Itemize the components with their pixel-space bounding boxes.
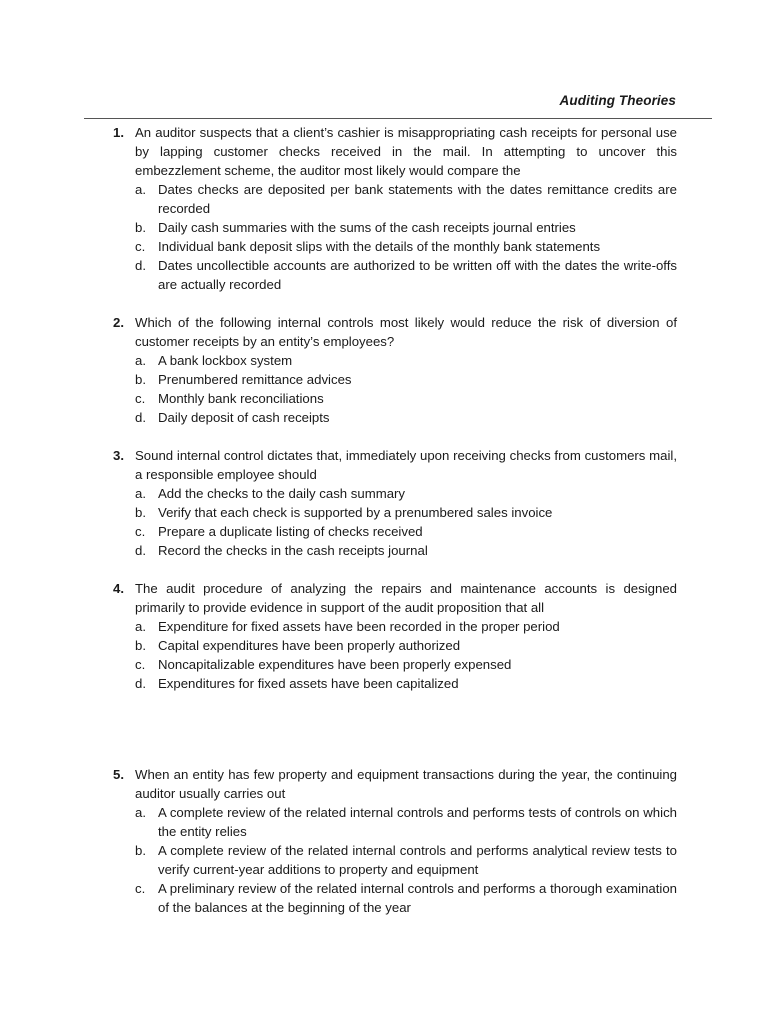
- option-text: Record the checks in the cash receipts journal: [158, 543, 428, 558]
- document-header-title: Auditing Theories: [559, 93, 676, 108]
- question-number: 3.: [113, 448, 124, 463]
- option-list: [135, 484, 677, 560]
- question-1: [110, 123, 677, 294]
- option-d: [135, 674, 677, 693]
- option-b: [135, 370, 677, 389]
- option-text: Daily cash summaries with the sums of the cash receipts journal entries: [158, 220, 576, 235]
- option-a: [135, 351, 677, 370]
- option-list: [135, 803, 677, 917]
- question-2: [110, 313, 677, 427]
- option-d: [135, 256, 677, 294]
- question-5: [110, 765, 677, 917]
- option-list: [135, 617, 677, 693]
- option-text: Prenumbered remittance advices: [158, 372, 352, 387]
- option-d: [135, 408, 677, 427]
- option-letter: d.: [135, 676, 146, 691]
- option-text: Verify that each check is supported by a prenumbered sales invoice: [158, 505, 553, 520]
- option-letter: b.: [135, 505, 146, 520]
- option-letter: d.: [135, 410, 146, 425]
- option-text: Prepare a duplicate listing of checks received: [158, 524, 423, 539]
- option-b: [135, 841, 677, 879]
- option-letter: c.: [135, 881, 146, 896]
- option-letter: d.: [135, 543, 146, 558]
- question-4: [110, 579, 677, 693]
- option-c: [135, 655, 677, 674]
- option-d: [135, 541, 677, 560]
- option-text: A complete review of the related internal controls and performs tests of controls on which the entity relies: [158, 805, 677, 839]
- question-text: An auditor suspects that a client’s cashier is misappropriating cash receipts for personal use by lapping customer checks received in the mail. In attempting to uncover this embezzlement scheme, the auditor most likely would compare the: [135, 125, 677, 178]
- header-divider: [84, 118, 712, 119]
- option-text: Daily deposit of cash receipts: [158, 410, 330, 425]
- option-a: [135, 484, 677, 503]
- option-a: [135, 180, 677, 218]
- option-letter: a.: [135, 353, 146, 368]
- option-letter: a.: [135, 619, 146, 634]
- option-text: Monthly bank reconciliations: [158, 391, 324, 406]
- option-letter: c.: [135, 239, 146, 254]
- question-text: When an entity has few property and equipment transactions during the year, the continuing auditor usually carries out: [135, 767, 677, 801]
- option-c: [135, 389, 677, 408]
- option-letter: a.: [135, 486, 146, 501]
- option-text: Dates checks are deposited per bank statements with the dates remittance credits are recorded: [158, 182, 677, 216]
- question-text: Which of the following internal controls most likely would reduce the risk of diversion of customer receipts by an entity’s employees?: [135, 315, 677, 349]
- option-list: [135, 180, 677, 294]
- option-c: [135, 879, 677, 917]
- option-text: Expenditures for fixed assets have been capitalized: [158, 676, 459, 691]
- option-a: [135, 803, 677, 841]
- option-text: Dates uncollectible accounts are authorized to be written off with the dates the write-offs are actually recorded: [158, 258, 677, 292]
- option-b: [135, 503, 677, 522]
- question-number: 2.: [113, 315, 124, 330]
- question-list: [110, 123, 677, 917]
- option-a: [135, 617, 677, 636]
- option-b: [135, 218, 677, 237]
- option-letter: b.: [135, 220, 146, 235]
- option-c: [135, 522, 677, 541]
- option-letter: b.: [135, 638, 146, 653]
- option-letter: c.: [135, 524, 146, 539]
- option-text: A complete review of the related internal controls and performs analytical review tests to verify current-year additions to property and equipment: [158, 843, 677, 877]
- option-text: Expenditure for fixed assets have been recorded in the proper period: [158, 619, 560, 634]
- option-letter: d.: [135, 258, 146, 273]
- option-letter: c.: [135, 391, 146, 406]
- option-letter: b.: [135, 843, 146, 858]
- question-text: The audit procedure of analyzing the repairs and maintenance accounts is designed primarily to provide evidence in support of the audit proposition that all: [135, 581, 677, 615]
- option-letter: a.: [135, 182, 146, 197]
- question-text: Sound internal control dictates that, immediately upon receiving checks from customers mail, a responsible employee should: [135, 448, 677, 482]
- option-text: Add the checks to the daily cash summary: [158, 486, 406, 501]
- option-list: [135, 351, 677, 427]
- option-text: Capital expenditures have been properly authorized: [158, 638, 461, 653]
- option-text: Individual bank deposit slips with the details of the monthly bank statements: [158, 239, 601, 254]
- question-number: 5.: [113, 767, 124, 782]
- option-letter: a.: [135, 805, 146, 820]
- option-c: [135, 237, 677, 256]
- option-text: A bank lockbox system: [158, 353, 293, 368]
- option-text: Noncapitalizable expenditures have been properly expensed: [158, 657, 512, 672]
- option-b: [135, 636, 677, 655]
- option-letter: b.: [135, 372, 146, 387]
- question-number: 4.: [113, 581, 124, 596]
- option-text: A preliminary review of the related internal controls and performs a thorough examination of the balances at the beginning of the year: [158, 881, 677, 915]
- question-number: 1.: [113, 125, 124, 140]
- option-letter: c.: [135, 657, 146, 672]
- question-3: [110, 446, 677, 560]
